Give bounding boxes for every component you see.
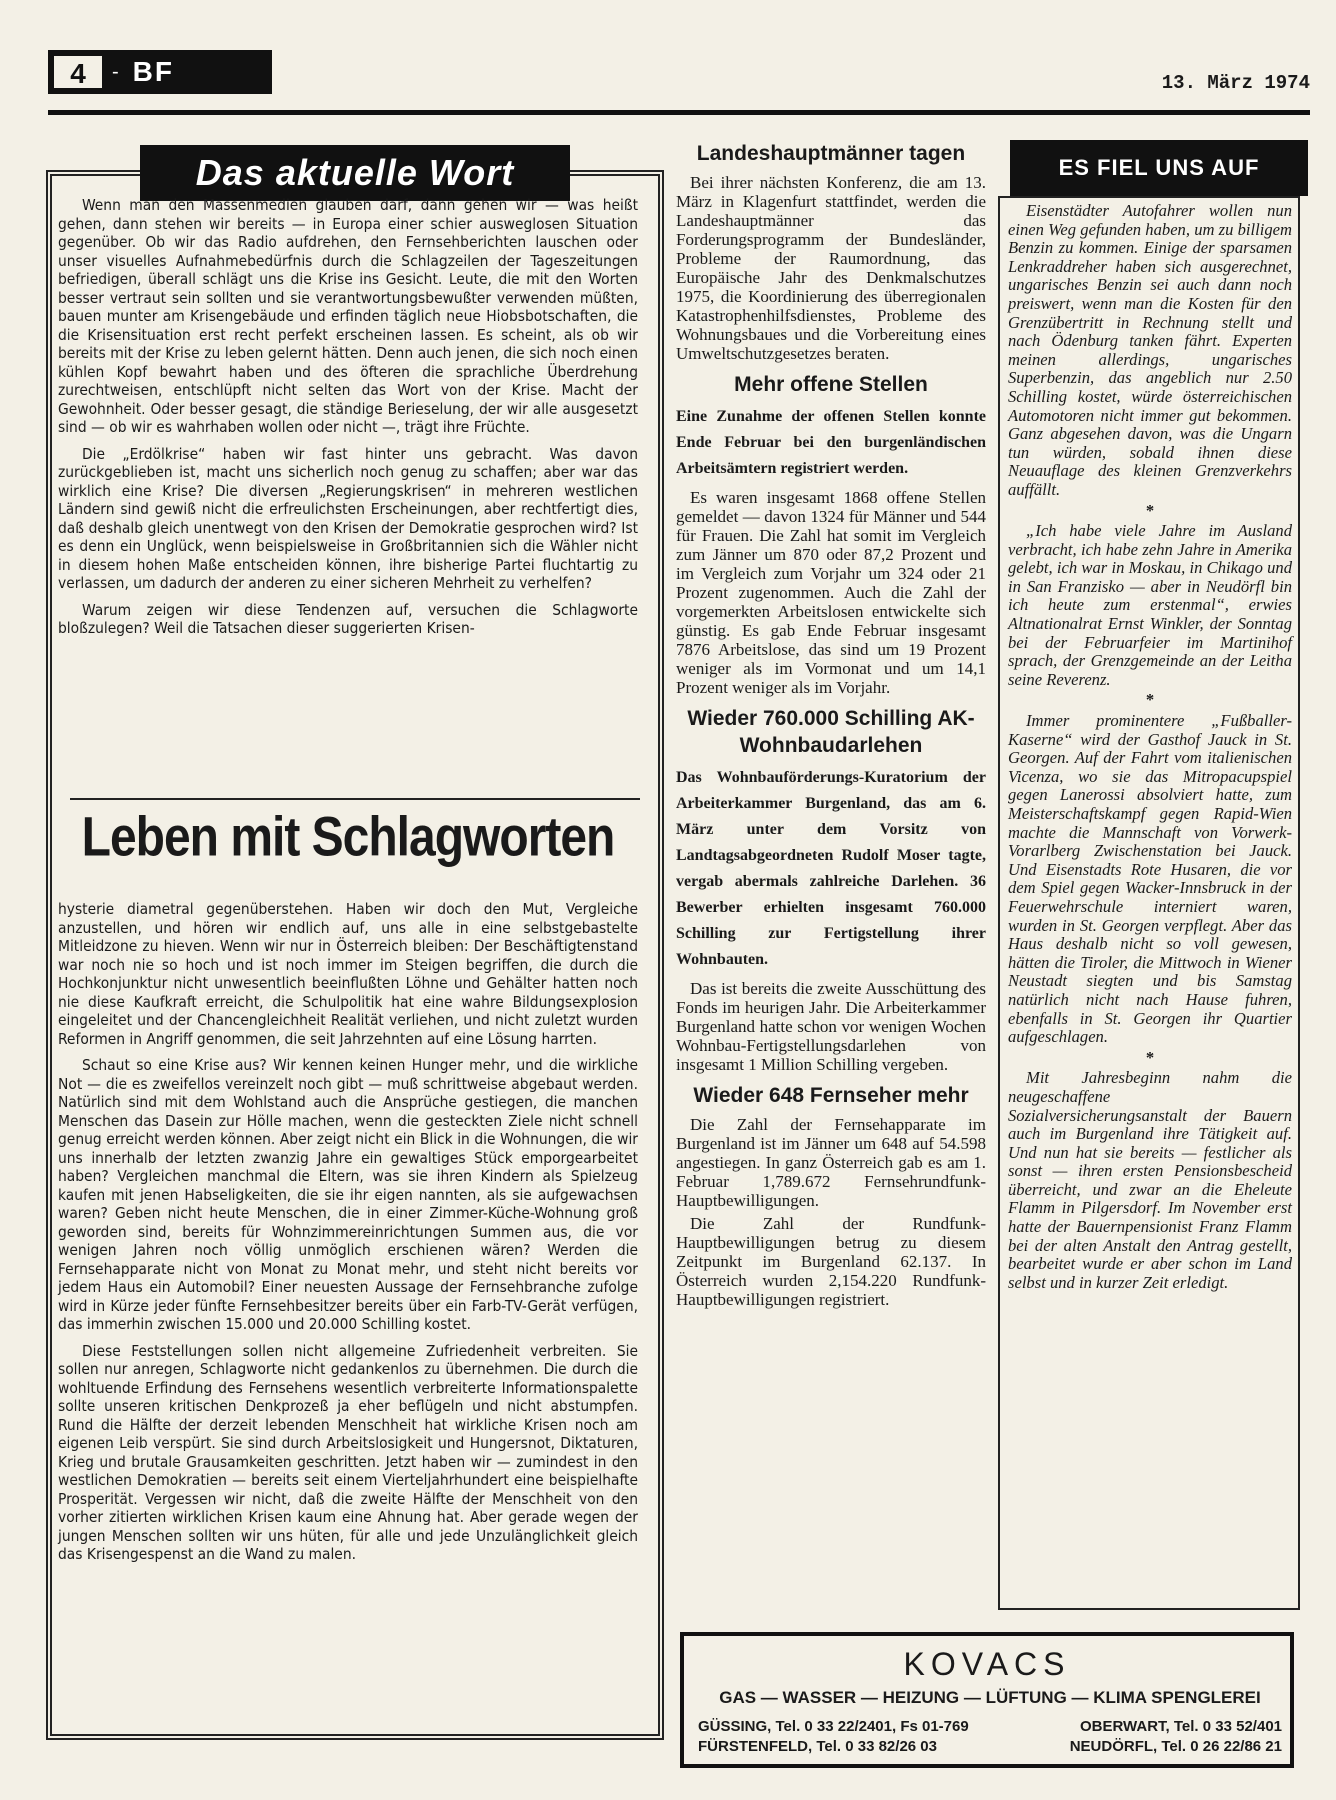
- article-title: Mehr offene Stellen: [734, 373, 928, 396]
- page-label-box: [48, 50, 272, 94]
- editorial-paragraph: Diese Feststellungen sollen nicht allgemeine Zufriedenheit verbreiten. Sie sollen nur anregen, Schlagworte nicht gedankenlos zu übernehmen. Die durch die wohltuende Erfindung des Fernsehens wesentlich verbreiterte Informationspalette sollte unseren kritischen Denkprozeß ja eher beflügeln und nicht abstumpfen. Rund die Hälfte der derzeit lebenden Menschheit hat wirkliche Krisen noch am eigenen Leib verspürt. Sie sind durch Arbeitslosigkeit und Hungersnot, Diktaturen, Krieg und brutale Grausamkeiten geschritten. Jetzt haben wir — zumindest in den westlichen Demokratien — bereits seit einem Vierteljahrhundert eine beispielhafte Prosperität. Vergessen wir nicht, daß die zweite Hälfte der Menschheit von den vorher zitierten wirklichen Krisen kaum eine Ahnung hat. Aber gerade wegen der jungen Menschen sollten wir uns hüten, für alle und jede Unzulänglichkeit gleich das Krisengespenst an die Wand zu malen.: [58, 1341, 638, 1563]
- article-body: Die Zahl der Rundfunk-Hauptbewilligungen betrug zu diesem Zeitpunkt im Burgenland 62.137. In Österreich wurden 2,154.220 Rundfunk-Hauptbewilligungen registriert.: [676, 1214, 986, 1309]
- ad-location: GÜSSING, Tel. 0 33 22/2401, Fs 01-769: [698, 1718, 969, 1735]
- editorial-part1: [58, 196, 638, 646]
- ad-locations-row: [698, 1738, 1282, 1755]
- column-paragraph: Mit Jahresbeginn nahm die neugeschaffene Sozialversicherungsanstalt der Bauern auch im Burgenland ihre Tätigkeit auf. Und nun hat sie bereits — festlicher als sonst — ihren ersten Pensionsbescheid überreicht, und zwar an die Eheleute Flamm in Pilgersdorf. Im November erst hatte der Bauernpensionist Franz Flamm bei der alten Anstalt den Antrag gestellt, bearbeitet wurde er aber schon im Land selbst und in kurzer Zeit erledigt.: [1008, 1068, 1292, 1292]
- column-banner: ES FIEL UNS AUF: [1010, 140, 1308, 196]
- editorial-paragraph: Wenn man den Massenmedien glauben darf, dann gehen wir — was heißt gehen, dann stehen wir bereits — in Europa einer schier ausweglosen Situation gegenüber. Ob wir das Radio aufdrehen, den Fernsehberichten lauschen oder unser visuelles Aufnahmebedürfnis durch die Schlagzeilen der Tageszeitungen befriedigen, überall schlägt uns die Krise ins Gesicht. Leute, die mit den Worten besser vertraut sein sollten und sie verantwortungsbewußter verwenden müßten, bauen munter am Krisengebäude und erfinden täglich neue Hiobsbotschaften, die die Krisensituation erst recht perfekt erscheinen lassen. Es scheint, als ob wir bereits mit der Krise zu leben gelernt hätten. Denn auch jenen, die sich noch einen kühlen Kopf bewahrt haben und des öfteren die sprachliche Überdrehung zurechtweisen, entschlüpft nicht selten das Wort von der Krise. Macht der Gewohnheit. Oder besser gesagt, die ständige Berieselung, der wir alle ausgesetzt sind — ob wir es wahrhaben wollen oder nicht —, trägt ihre Früchte.: [58, 196, 638, 436]
- ad-company-name: KOVACS: [903, 1646, 1071, 1682]
- ad-locations-row: [698, 1718, 1282, 1735]
- header-rule: [48, 110, 1310, 115]
- asterisk-separator: *: [1145, 690, 1155, 710]
- editorial-paragraph: hysterie diametral gegenüberstehen. Haben wir doch den Mut, Vergleiche anzustellen, und hören wir endlich auf, uns alle in eine selbstgebastelte Mitleidzone zu hieven. Wenn wir nur in Österreich bleiben: Der Beschäftigtenstand war noch nie so hoch und ist noch immer im Steigen begriffen, die durch die Hochkonjunktur nicht unwesentlich beeinflußten Löhne und Gehälter hatten noch nie diese Kaufkraft erreicht, die Schulpolitik hat eine wahre Bildungsexplosion eingeleitet und der Chancengleichheit Realität verliehen, und nicht zuletzt wurden Reformen in Angriff genommen, die seit Jahrzehnten auf eine Lösung harrten.: [58, 900, 638, 1048]
- news-column: [676, 140, 986, 1313]
- column-paragraph: „Ich habe viele Jahre im Ausland verbracht, ich habe zehn Jahre in Amerika gelebt, ich war in Moskau, in Chikago und in San Franzisko — aber in Neudörfl bin ich heute zum erstenmal“, erwies Altnationalrat Ernst Winkler, der Sonntag bei der Februarfeier im Martinihof sprach, der Grenzgemeinde an der Leitha seine Reverenz.: [1008, 521, 1292, 689]
- article-body: Es waren insgesamt 1868 offene Stellen gemeldet — davon 1324 für Männer und 544 für Frauen. Die Zahl hat somit im Vergleich zum Jänner um 870 oder 87,2 Prozent und im Vergleich zum Vorjahr um 324 oder 21 Prozent zugenommen. Auch die Zahl der vorgemerkten Arbeitslosen entwickelte sich günstig. Es gab Ende Februar insgesamt 7876 Arbeitslose, das sind um 19 Prozent weniger als im Vormonat und um 14,1 Prozent weniger als im Vorjahr.: [676, 488, 986, 697]
- page-header: [48, 50, 1310, 112]
- editorial-paragraph: Warum zeigen wir diese Tendenzen auf, versuchen die Schlagworte bloßzulegen? Weil die Tatsachen dieser suggerierten Krisen-: [58, 600, 638, 637]
- ad-location: FÜRSTENFELD, Tel. 0 33 82/26 03: [698, 1738, 937, 1755]
- ad-location: NEUDÖRFL, Tel. 0 26 22/86 21: [1069, 1738, 1282, 1755]
- editorial-paragraph: Schaut so eine Krise aus? Wir kennen keinen Hunger mehr, und die wirkliche Not — die es zweifellos vereinzelt noch gibt — muß schrittweise abgebaut werden. Natürlich sind mit dem Wohlstand auch die Ansprüche gestiegen, die manchen Menschen das Dasein zur Hölle machen, wenn die gesteckten Ziele nicht schnell genug erreicht werden können. Aber zeigt nicht ein Blick in die Wohnungen, die wir uns innerhalb der letzten zwanzig Jahre ein gewaltiges Stück emporgearbeitet haben? Vergleichen manchmal die Eltern, was sie ihren Kindern als Spielzeug kaufen mit jenen Habseligkeiten, die sie ihr eigen nannten, als sie aufgewachsen waren? Geben nicht heute Menschen, die in einer Zimmer-Küche-Wohnung groß geworden sind, bereits für Wohnzimmereinrichtungen Summen aus, die vor wenigen Jahren noch völlig unmöglich erschienen wären? Werden die Fernsehapparate nicht von Monat zu Monat mehr, und steht nicht bereits vor jedem Haus ein Automobil? Einer neuesten Aussage der Fernsehbranche zufolge wird in Kürze jeder fünfte Fernsehbesitzer bereits über ein Farb-TV-Gerät verfügen, das immerhin zwischen 15.000 und 20.000 Schilling kostet.: [58, 1056, 638, 1333]
- asterisk-separator: *: [1145, 1047, 1155, 1067]
- article-title: Wieder 760.000 Schilling AK-Wohnbaudarlehen: [687, 707, 975, 757]
- page-number: 4: [52, 54, 104, 90]
- article-title: Wieder 648 Fernseher mehr: [693, 1084, 969, 1107]
- asterisk-separator: *: [1145, 500, 1155, 520]
- article-lead: Das Wohnbauförderungs-Kuratorium der Arbeiterkammer Burgenland, das am 6. März unter dem Vorsitz von Landtagsabgeordneten Rudolf Moser tagte, vergab abermals zahlreiche Darlehen. 36 Bewerber erhielten insgesamt 760.000 Schilling zur Fertigstellung ihrer Wohnbauten.: [676, 769, 986, 968]
- editorial-divider: [70, 798, 640, 800]
- ad-location: OBERWART, Tel. 0 33 52/401: [1079, 1718, 1282, 1735]
- column-text: [1008, 202, 1292, 1292]
- column-paragraph: Immer prominentere „Fußballer-Kaserne“ wird der Gasthof Jauck in St. Georgen. Auf der Fahrt vom italienischen Vicenza, wo sie das Mitropacupspiel gegen Lanerossi absolviert hatte, zum Meisterschaftskampf gegen Rapid-Wien machte die Mannschaft von Vorwerk-Vorarlberg Zwischenstation bei Jauck. Und Eisenstadts Rote Husaren, die vor dem Spiel gegen Wacker-Innsbruck in der Feuerwehrschule interniert waren, wurden in St. Georgen verpflegt. Aber das Haus deshalb nicht so voll gewesen, hätten die Tiroler, die Mittwoch in Wiener Neustadt siegten und bis Samstag natürlich nicht nach Hause fuhren, ebenfalls in St. Georgen ihr Quartier aufgeschlagen.: [1008, 711, 1292, 1047]
- ad-services: GAS — WASSER — HEIZUNG — LÜFTUNG — KLIMA SPENGLEREI: [719, 1688, 1261, 1707]
- editorial-headline: Leben mit Schlagworten: [81, 807, 615, 868]
- article-title: Landeshauptmänner tagen: [696, 142, 966, 165]
- editorial-part2: [58, 900, 638, 1572]
- editorial-banner: Das aktuelle Wort: [140, 145, 570, 201]
- article-body: Die Zahl der Fernsehapparate im Burgenland ist im Jänner um 648 auf 54.598 angestiegen. In ganz Österreich gab es am 1. Februar 1,789.672 Fernsehrundfunk-Hauptbewilligungen.: [676, 1115, 986, 1210]
- article-body: Das ist bereits die zweite Ausschüttung des Fonds im heurigen Jahr. Die Arbeiterkammer Burgenland hatte schon vor wenigen Wochen Wohnbau-Fertigstellungsdarlehen von insgesamt 1 Million Schilling vergeben.: [676, 979, 986, 1074]
- article-body: Bei ihrer nächsten Konferenz, die am 13. März in Klagenfurt stattfindet, werden die Landeshauptmänner das Forderungsprogramm der Bundesländer, Probleme der Raumordnung, das Europäische Jahr des Denkmalschutzes 1975, die Koordinierung des überregionalen Katastrophenhilfsdienstes, Probleme des Wohnungsbaues und die Vorbereitung eines Umweltschutzgesetzes beraten.: [676, 173, 986, 363]
- page-separator: -: [112, 60, 119, 83]
- column-paragraph: Eisenstädter Autofahrer wollen nun einen Weg gefunden haben, um zu billigem Benzin zu kommen. Einige der sparsamen Lenkraddreher haben sich ausgerechnet, ungarisches Benzin sei auch dann noch preiswert, wenn man die Kosten für den Grenzübertritt in Rechnung stellt und nach Ödenburg tanken fährt. Experten meinen allerdings, ungarisches Superbenzin, das angeblich nur 2.50 Schilling kostet, würde österreichischen Automotoren nicht immer gut bekommen. Ganz abgesehen davon, was die Ungarn tun würden, sobald ihnen diese Neuauflage des kleinen Grenzverkehrs auffällt.: [1008, 201, 1292, 499]
- editorial-paragraph: Die „Erdölkrise“ haben wir fast hinter uns gebracht. Was davon zurückgeblieben ist, macht uns sicherlich noch genug zu schaffen; aber war das wirklich eine Krise? Die diversen „Regierungskrisen“ in mehreren westlichen Ländern sind gewiß nicht die erfreulichsten Erscheinungen, aber rechtfertigt dies, daß deshalb gleich unentwegt von den Krisen der Demokratie gesprochen wird? Ist es denn ein Unglück, wenn beispielsweise in Großbritannien sich die Wähler nicht in diesem hohen Maße entscheiden können, ihre bisherige Partei fluchtartig zu verlassen, um dadurch der anderen zu einer sicheren Mehrheit zu verhelfen?: [58, 444, 638, 592]
- article-lead: Eine Zunahme der offenen Stellen konnte Ende Februar bei den burgenländischen Arbeitsämtern registriert werden.: [676, 408, 986, 477]
- advertisement: [680, 1632, 1294, 1768]
- issue-date: 13. März 1974: [1161, 72, 1310, 94]
- publication-name: BF: [132, 56, 174, 87]
